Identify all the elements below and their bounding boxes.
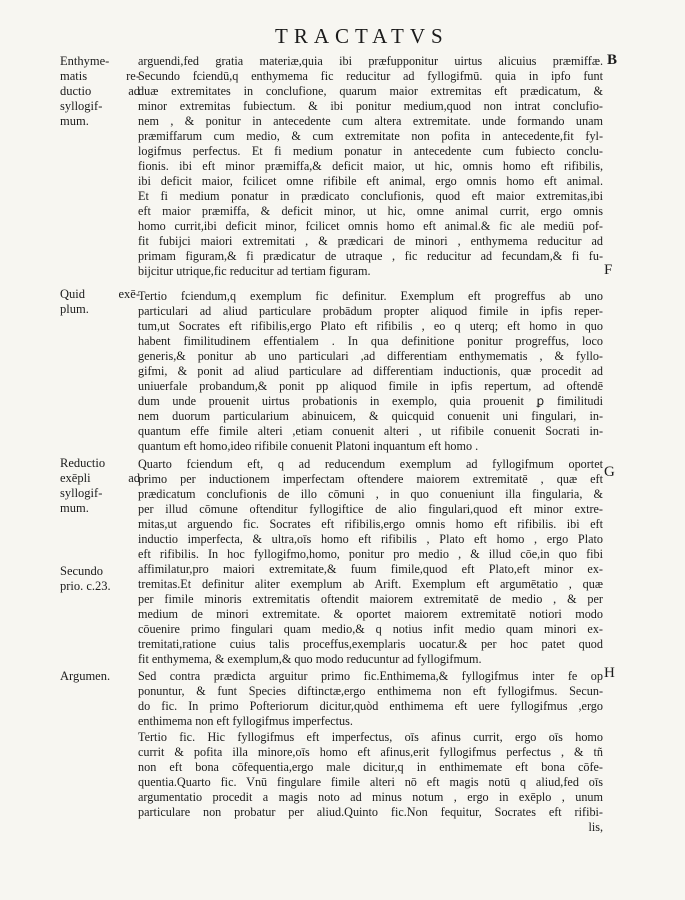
text-line: bijcitur utrique,fic reducitur ad tertiam figuram. xyxy=(138,264,371,278)
margin-note-reduction xyxy=(60,456,140,516)
text-line: per fimile minoris extremitatis oftendit maiorem extremitatē de medio , & per xyxy=(138,592,603,606)
text-line: arguendi,fed gratia materiæ,quia ibi præfupponitur uirtus alicuius præmiffæ. xyxy=(138,54,603,68)
text-line: argumentatio procedit a magis noto ad minus notum , ergo in exēplo , unum xyxy=(138,790,603,804)
text-line: Tertio fciendum,q exemplum fic definitur. Exemplum eft progreffus ab uno xyxy=(138,289,603,303)
text-line: tremitati,ratione cuius talis proceffus,exemplaris uocatur.& per hoc patet quod xyxy=(138,637,603,651)
margin-note-line: exēpli ad xyxy=(60,471,140,485)
text-line: cōuenire primo fingulari quam medio,& q notius infit medio quam minori ex- xyxy=(138,622,603,636)
text-line: præmiffarum cum medio, & cum extremitate non pofita in antecedente,fit fyl- xyxy=(138,129,603,143)
text-line: quantum effe fimile alteri ,etiam conuenit alteri , ut rifibile conuenit Socrati in- xyxy=(138,424,603,438)
text-line: Quarto fciendum eft, q ad reducendum exemplum ad fyllogifmum oportet xyxy=(138,457,603,471)
text-line: eft rifibilis. In hoc fyllogifmo,homo, ponitur pro medio , & illud cōe,in quo fibi xyxy=(138,547,603,561)
text-line: non eft bona cōfequentia,ergo male dicitur,q in enthimemate eft bona cōfe- xyxy=(138,760,603,774)
text-line: fionis. ibi eft minor præmiffa,& deficit maior, ut hic, omnis homo eft rifibilis, xyxy=(138,159,603,173)
margin-note-enthymeme xyxy=(60,54,140,129)
margin-note-line: prio. c.23. xyxy=(60,579,111,593)
text-line: Tertio fic. Hic fyllogifmus eft imperfectus, oīs afinus currit, ergo oīs homo xyxy=(138,730,603,744)
text-line: tremitas.Et definitur aliter exemplum ab Arift. Exemplum eft argumētatio , quæ xyxy=(138,577,603,591)
margin-note-line: matis re- xyxy=(60,69,140,83)
margin-note-line: mum. xyxy=(60,114,89,128)
text-line: particulare non probatur per aliud.Quinto fic.Non fequitur, Socrates eft rifibi- xyxy=(138,805,603,819)
text-line: primam figuram,& fi prædicatur de utraque , fic reducitur ad fecundam,& fi fu- xyxy=(138,249,603,263)
text-line: currit & pofita illa minore,oīs homo eft afinus,erit fyllogifmus perfectus , & tñ xyxy=(138,745,603,759)
text-line: inductio imperfecta, & ultra,oīs homo eft rifibilis , Plato eft homo , ergo Plato xyxy=(138,532,603,546)
text-line: quantum eft homo,ideo rifibile conuenit Platoni inquantum eft homo . xyxy=(138,439,479,453)
margin-note-line: plum. xyxy=(60,302,89,316)
margin-note-reference xyxy=(60,564,140,594)
margin-note-line: ductio ad xyxy=(60,84,140,98)
text-line: dum unde prouenit uirtus probationis in exemplo, quia prouenit ꝑ fimilitudi xyxy=(138,394,603,408)
text-line: habent fimilitudinem effentialem . In qua definitione ponitur progreffus, loco xyxy=(138,334,603,348)
text-line: fit enthymema, & exemplum,& quo modo reducuntur ad fyllogifmum. xyxy=(138,652,482,666)
margin-letter-f: F xyxy=(604,262,613,278)
margin-note-argument xyxy=(60,669,140,684)
text-line: primo per inductionem imperfectam oftendere maiorem extremitatē , quæ eft xyxy=(138,472,603,486)
text-line: particulari ad aliud particulare probādum propter aliquod fimile in ipfis reper- xyxy=(138,304,603,318)
text-line: fit fubijci maiori extremitati , & prædicari de minori , enthymema reducitur ad xyxy=(138,234,603,248)
running-header: TRACTATVS xyxy=(275,24,449,48)
text-line: ibi deficit maior, fcilicet omne rifibile eft animal, ergo omnis homo eft animal. xyxy=(138,174,603,188)
text-line: mitas,ut arguendo fic. Socrates eft rifibilis,ergo omnis homo eft rifibilis. ibi eft xyxy=(138,517,603,531)
margin-note-example xyxy=(60,287,140,317)
margin-note-line: Argumen. xyxy=(60,669,111,683)
text-line: minor extremitas fubiectum. & ibi ponitur medium,quod non intrat conclufio- xyxy=(138,99,603,113)
margin-note-line: Secundo xyxy=(60,564,104,578)
text-line: quentia.Quarto fic. Vnū fingulare fimile alteri nō eft magis notū q aliud,fed oīs xyxy=(138,775,603,789)
margin-note-line: Enthyme- xyxy=(60,54,110,68)
text-line: per illud cōmune oftenditur fyllogiftice de alio fingulari,quod eft minor extre- xyxy=(138,502,603,516)
margin-letter-g: G xyxy=(604,464,615,480)
margin-note-line: syllogif- xyxy=(60,99,103,113)
text-line: generis,& ponitur ab uno particulari ,ad differentiam enthymematis , & fyllo- xyxy=(138,349,603,363)
text-line: Et fi medium ponatur in prædicato conclufionis, quod eft maior extremitas,ibi xyxy=(138,189,603,203)
text-line: enthimema non eft fyllogifmus imperfectus. xyxy=(138,714,353,728)
margin-note-line: Reductio xyxy=(60,456,106,470)
text-line: ponuntur, & funt Species diftinctæ,ergo enthimema non eft fyllogifmus. Secun- xyxy=(138,684,603,698)
margin-note-line: mum. xyxy=(60,501,89,515)
text-line: lis, xyxy=(588,820,603,834)
text-line: prædicatum conclufionis de illo cōmuni , in quo conueniunt illa fingularia, & xyxy=(138,487,603,501)
text-line: uniuerfale probandum,& ponit pp aliquod fimile in ipfis repertum, ad oftendē xyxy=(138,379,603,393)
margin-note-line: syllogif- xyxy=(60,486,103,500)
margin-note-line: Quid exē- xyxy=(60,287,140,301)
text-line: Secundo fciendū,q enthymema fic reducitur ad fyllogifmū. quia in ipfo funt xyxy=(138,69,603,83)
text-line: Sed contra prædicta arguitur primo fic.Enthimema,& fyllogifmus inter fe op xyxy=(138,669,603,683)
text-line: medium de minori extremitate. & oportet maiorem extremitatē notiori modo xyxy=(138,607,603,621)
text-line: logifmus perfectus. Et fi medium ponatur in antecedente cum fubiecto conclu- xyxy=(138,144,603,158)
text-line: affimilatur,pro maiori extremitate,& fuum fimile,quod eft Plato,eft minor ex- xyxy=(138,562,603,576)
text-line: nem , & ponitur in antecedente cum altera extremitate. unde formando unam xyxy=(138,114,603,128)
text-line: homo currit,ibi deficit minor, fcilicet omnis homo eft animal.& fic ale mediū pof- xyxy=(138,219,603,233)
margin-letter-h: H xyxy=(604,665,615,681)
text-line: tum,ut Socrates eft rifibilis,ergo Plato eft rifibilis , eo q uterq; eft homo in quo xyxy=(138,319,603,333)
text-line: eft maior præmiffa, & deficit minor, ut hic, omne animal currit, ergo omnis xyxy=(138,204,603,218)
text-line: do fic. In primo Pofteriorum dicitur,quòd enthimema eft uere fyllogifmus ,ergo xyxy=(138,699,603,713)
signature-mark: B xyxy=(607,52,618,68)
text-line: nem duorum particularium abinuicem, & quicquid conuenit uni fingulari, in- xyxy=(138,409,603,423)
text-line: gifmi, & ponit ad aliud particulare ad differentiam inductionis, quæ procedit ad xyxy=(138,364,603,378)
text-line: duæ extremitates in conclufione, quarum maior extremitas eft prædicatum, & xyxy=(138,84,603,98)
